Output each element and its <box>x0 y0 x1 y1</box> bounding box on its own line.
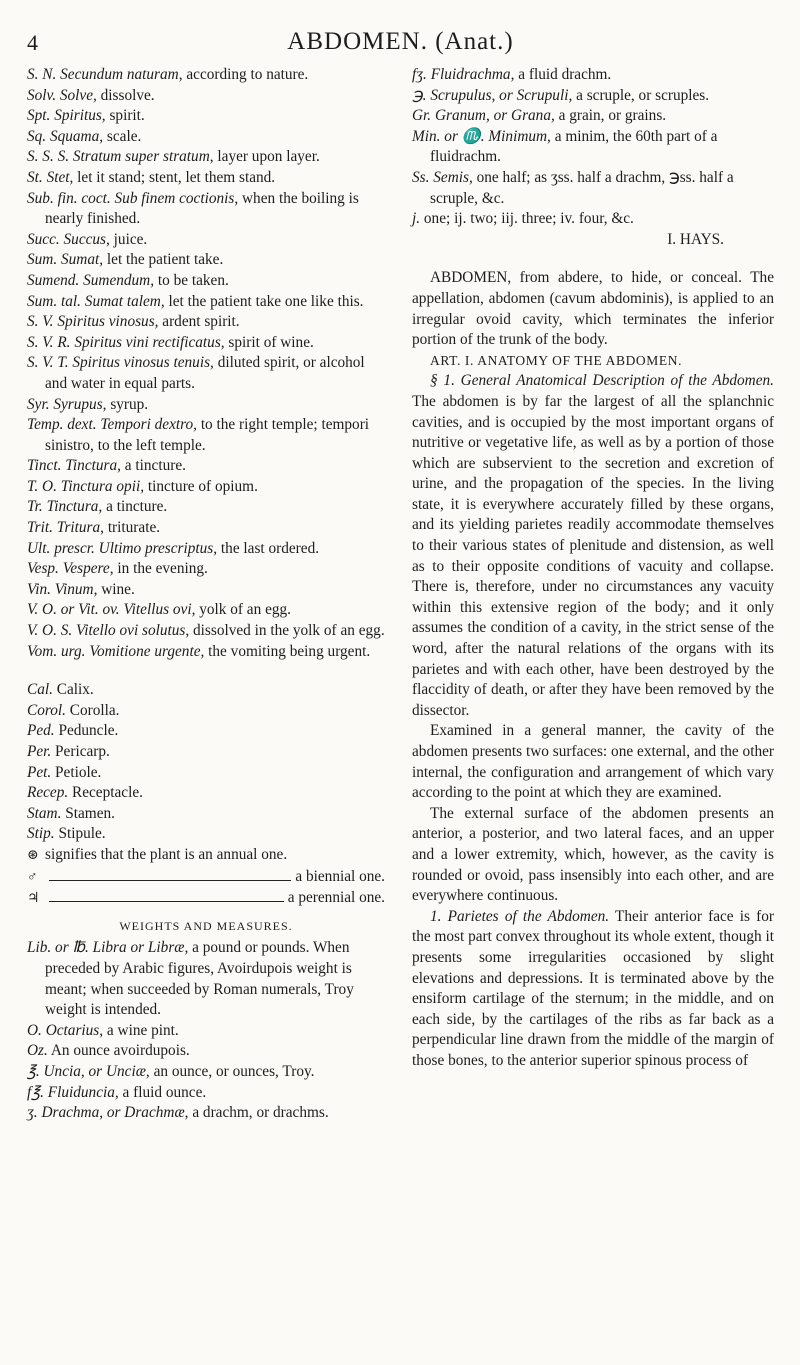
abbreviation-entry <box>27 701 385 722</box>
entry-abbr: S. N. <box>27 66 57 83</box>
abbreviation-entry <box>412 106 774 127</box>
entry-term: Tinctura, <box>65 457 121 475</box>
entry-term: Sumat, <box>61 251 104 269</box>
entry-abbr: Stam. <box>27 804 62 822</box>
entry-meaning: Stipule. <box>58 825 106 843</box>
abbreviation-entry <box>27 938 385 1020</box>
entry-meaning: tincture of opium. <box>147 477 258 495</box>
abbreviation-entry <box>27 353 385 394</box>
abbreviation-entry <box>27 642 385 663</box>
entry-abbr: Pet. <box>27 763 52 781</box>
entry-term: Vomitione urgente, <box>89 642 205 660</box>
abbreviation-entry <box>27 804 385 825</box>
abbreviation-entry <box>27 292 385 313</box>
symbol-entry <box>27 867 385 889</box>
entry-abbr: Sq. <box>27 127 47 145</box>
running-title: ABDOMEN. (Anat.) <box>287 28 514 55</box>
entry-abbr: Sum. tal. <box>27 292 81 310</box>
text-columns <box>27 65 774 1124</box>
entry-meaning: yolk of an egg. <box>199 601 291 619</box>
abbreviation-entry <box>27 1103 385 1124</box>
entry-meaning: dissolve. <box>100 86 155 104</box>
entry-meaning: Corolla. <box>69 701 120 719</box>
abbreviation-entry <box>27 477 385 498</box>
section-one <box>412 371 774 721</box>
abbreviation-entry <box>412 65 774 86</box>
entry-abbr: S. V. T. <box>27 354 69 372</box>
abbreviation-entry <box>27 783 385 804</box>
entry-meaning: spirit of wine. <box>228 333 314 351</box>
entry-term: Squama, <box>49 127 104 145</box>
entry-abbr: Cal. <box>27 681 53 699</box>
symbol-glyph: ♃ <box>27 891 40 907</box>
entry-abbr: Tinct. <box>27 457 62 475</box>
section-text: The abdomen is by far the largest of all the splanchnic cavities, and is occupied by the most important organs of nutritive or vegetative life, as well as by a portion of those which are subservient to the secretion and excretion of urine, and the propagation of the species. In the living state, it is everywhere accurately filled by these organs, and its yielding parietes readily accommodate themselves to their various states of plenitude and distension, as well as to their opposite conditions of vacuity and collapse. There is, therefore, under no circumstances any vacuity within this extensive region of the body; and it only assumes the condition of a cavity, in the strict sense of the word, after the natural relations of the organs with its parietes and with each other, have been destroyed by the flaccidity of death, or after they have been removed by the dissector. <box>412 392 774 719</box>
abbreviation-entry <box>27 621 385 642</box>
symbol-glyph: ⊛ <box>27 847 39 863</box>
entry-term: Vitellus ovi, <box>123 601 196 619</box>
entry-abbr: Syr. <box>27 395 50 413</box>
entry-abbr: j. <box>412 210 421 228</box>
entry-abbr: O. <box>27 1021 42 1039</box>
entry-abbr: f℥. <box>27 1083 44 1101</box>
symbol-text: a perennial one. <box>287 889 385 907</box>
entry-abbr: Sub. fin. coct. <box>27 189 111 207</box>
entry-term: Spiritus, <box>54 107 106 125</box>
left-column <box>27 65 385 1124</box>
symbol-text: a biennial one. <box>295 867 385 885</box>
entry-abbr: Temp. dext. <box>27 416 97 434</box>
entry-meaning: scale. <box>106 127 142 145</box>
running-header <box>27 8 774 55</box>
entry-abbr: Spt. <box>27 107 51 125</box>
entry-meaning: one; ij. two; iij. three; iv. four, &c. <box>423 210 634 228</box>
entry-meaning: An ounce avoirdupois. <box>50 1042 190 1060</box>
entry-term: Vinum, <box>54 580 98 598</box>
abbreviation-entry <box>27 333 385 354</box>
entry-abbr: S. V. R. <box>27 333 71 351</box>
entry-abbr: Per. <box>27 743 52 760</box>
paragraph-parietes <box>412 907 774 1072</box>
paragraph-surfaces: Examined in a general manner, the cavity of the abdomen presents two surfaces: one external, and the other internal, the configuration and arrangement of which vary according to the point at which they are examined. <box>412 722 774 802</box>
entry-meaning: layer upon layer. <box>217 148 320 166</box>
entry-abbr: Gr. <box>412 107 432 125</box>
entry-meaning: a drachm, or drachms. <box>192 1104 329 1122</box>
entry-abbr: ℈. <box>412 86 427 104</box>
entry-meaning: Petiole. <box>55 763 102 781</box>
entry-term: Secundum naturam, <box>60 66 183 83</box>
entry-meaning: Stamen. <box>65 804 115 822</box>
symbol-entry <box>27 845 385 867</box>
entry-abbr: Sum. <box>27 251 58 269</box>
parietes-text: Their anterior face is for the most part convex throughout its whole extent, though it presents some irregularities occasioned by slight elevations and depressions. It is terminated above by the ensiform cartilage of the sternum; in the middle, and on each side, by the cartilages of the ribs as far back as a perpendicular line drawn from the middle of the margin of those bones, to the anterior superior spinous process of <box>412 907 774 1069</box>
paragraph-external-surface: The external surface of the abdomen presents an anterior, a posterior, and two lateral faces, and an upper and a lower extremity, which, however, as the cavity is rounded or ovoid, pass insensibly into each other, and are everywhere continuous. <box>412 804 774 905</box>
abbreviation-entry <box>412 127 774 168</box>
symbol-glyph: ♂ <box>27 869 38 885</box>
entry-term: Octarius, <box>45 1021 104 1039</box>
entry-abbr: fʒ. <box>412 66 427 83</box>
entry-meaning: diluted spirit, or alcohol and water in equal parts. <box>45 354 365 392</box>
entry-meaning: juice. <box>113 230 148 248</box>
abbreviation-entry <box>27 168 385 189</box>
entry-abbr: Oz. <box>27 1042 48 1060</box>
entry-term: Vespere, <box>62 560 114 578</box>
entry-meaning: to be taken. <box>157 271 229 289</box>
entry-term: Vitello ovi solutus, <box>76 622 190 640</box>
entry-meaning: when the boiling is nearly finished. <box>45 189 359 228</box>
abbreviation-entry <box>27 395 385 416</box>
entry-term: Uncia, or Unciæ, <box>43 1062 150 1080</box>
abbreviation-entry <box>412 168 774 209</box>
entry-meaning: a tincture. <box>106 498 168 516</box>
symbol-entry <box>27 888 385 910</box>
abbreviation-entry <box>27 271 385 292</box>
abdomen-intro: ABDOMEN, from abdere, to hide, or conceal. The appellation, abdomen (cavum abdominis), is applied to an irregular ovoid cavity, which terminates the inferior portion of the trunk of the body. <box>412 269 774 349</box>
entry-meaning: an ounce, or ounces, Troy. <box>153 1062 315 1080</box>
entry-meaning: ardent spirit. <box>162 313 240 331</box>
abbreviation-entry <box>27 456 385 477</box>
abbreviation-entry <box>27 415 385 456</box>
entry-abbr: Vom. urg. <box>27 642 86 660</box>
entry-term: Tinctura opii, <box>60 477 145 495</box>
entry-abbr: Tr. <box>27 498 43 516</box>
entry-meaning: triturate. <box>107 519 161 537</box>
entry-term: Minimum, <box>488 127 551 145</box>
abbreviation-entry <box>27 824 385 845</box>
entry-meaning: Receptacle. <box>72 784 143 802</box>
entry-abbr: Trit. <box>27 519 53 537</box>
abbreviation-entry <box>27 559 385 580</box>
entry-term: Sumendum, <box>83 271 155 289</box>
entry-abbr: Lib. or ℔. <box>27 939 89 957</box>
page-number: 4 <box>27 30 38 55</box>
entry-term: Spiritus vini rectificatus, <box>74 333 225 351</box>
abbreviation-entry <box>27 763 385 784</box>
abbreviation-entry <box>27 106 385 127</box>
entry-term: Spiritus vinosus tenuis, <box>72 354 214 372</box>
entry-abbr: V. O. S. <box>27 622 73 640</box>
article-heading: ART. I. ANATOMY OF THE ABDOMEN. <box>430 352 683 368</box>
abbreviation-entry <box>27 539 385 560</box>
entry-meaning: a fluid ounce. <box>122 1083 207 1101</box>
entry-meaning: a minim, the 60th part of a fluidrachm. <box>430 127 718 166</box>
entry-term: Fluidrachma, <box>430 66 515 83</box>
entry-meaning: the last ordered. <box>220 539 320 557</box>
entry-meaning: one half; as ʒss. half a drachm, ℈ss. half a scruple, &c. <box>430 168 734 207</box>
entry-term: Semis, <box>433 168 473 186</box>
entry-term: Stet, <box>46 168 74 186</box>
entry-term: Tempori dextro, <box>100 416 197 434</box>
entry-meaning: a fluid drachm. <box>518 66 612 83</box>
author-signature: I. HAYS. <box>667 230 724 248</box>
abbreviation-entry <box>27 1021 385 1042</box>
entry-term: Solve, <box>59 86 97 104</box>
entry-meaning: a tincture. <box>124 457 186 475</box>
abbreviation-entry <box>27 518 385 539</box>
entry-term: Granum, or Grana, <box>434 107 555 125</box>
abbreviation-entry <box>27 250 385 271</box>
entry-abbr: Recep. <box>27 784 69 802</box>
ditto-rule <box>49 900 284 902</box>
entry-term: Scrupulus, or Scrupuli, <box>430 86 573 104</box>
entry-term: Libra or Libræ, <box>92 939 189 957</box>
entry-meaning: Pericarp. <box>55 743 110 760</box>
entry-term: Tinctura, <box>46 498 103 516</box>
entry-term: Ultimo prescriptus, <box>98 539 218 557</box>
entry-meaning: let the patient take one like this. <box>168 292 364 310</box>
entry-abbr: V. O. or Vit. ov. <box>27 601 120 619</box>
abbreviation-entry <box>27 721 385 742</box>
abbreviation-entry <box>27 600 385 621</box>
entry-abbr: Ult. prescr. <box>27 539 95 557</box>
entry-meaning: a pound or pounds. When preceded by Arabic figures, Avoirdupois weight is meant; when succeeded by Roman numerals, Troy weight is intended. <box>45 939 354 1019</box>
abbreviation-entry <box>27 86 385 107</box>
abbreviation-entry <box>412 86 774 107</box>
entry-abbr: Ss. <box>412 168 430 186</box>
entry-abbr: Succ. <box>27 230 60 248</box>
entry-meaning: according to nature. <box>186 66 309 83</box>
symbol-text: signifies that the plant is an annual one. <box>45 845 288 863</box>
ditto-rule <box>49 879 291 881</box>
abbreviation-entry <box>27 65 385 86</box>
abbreviation-entry <box>27 230 385 251</box>
parietes-heading: 1. Parietes of the Abdomen. <box>430 907 610 925</box>
abbreviation-entry <box>27 742 385 763</box>
entry-meaning: syrup. <box>110 395 149 413</box>
entry-meaning: a wine pint. <box>106 1021 179 1039</box>
entry-term: Tritura, <box>56 519 104 537</box>
entry-term: Sub finem coctionis, <box>114 189 239 207</box>
entry-abbr: Vesp. <box>27 560 59 578</box>
abbreviation-entry <box>27 1041 385 1062</box>
abbreviation-entry <box>27 497 385 518</box>
entry-abbr: S. S. S. <box>27 148 70 166</box>
entry-meaning: Calix. <box>56 681 94 699</box>
entry-abbr: Solv. <box>27 86 57 104</box>
entry-meaning: Peduncle. <box>58 722 119 740</box>
abbreviation-entry <box>27 1083 385 1104</box>
entry-term: Drachma, or Drachmæ, <box>41 1104 189 1122</box>
entry-abbr: Ped. <box>27 722 55 740</box>
weights-heading: WEIGHTS AND MEASURES. <box>119 918 293 933</box>
entry-term: Fluiduncia, <box>47 1083 119 1101</box>
entry-term: Stratum super stratum, <box>72 148 214 166</box>
entry-abbr: S. V. <box>27 313 54 331</box>
entry-meaning: in the evening. <box>117 560 208 578</box>
right-column <box>412 65 774 1124</box>
entry-abbr: Stip. <box>27 825 55 843</box>
weights-continued <box>412 65 774 230</box>
entry-meaning: a scruple, or scruples. <box>576 86 710 104</box>
entry-meaning: to the right temple; tempori sinistro, to the left temple. <box>45 416 370 454</box>
abbreviation-entry <box>27 580 385 601</box>
entry-meaning: let it stand; stent, let them stand. <box>77 168 276 186</box>
entry-meaning: spirit. <box>109 107 145 125</box>
entry-meaning: let the patient take. <box>106 251 224 269</box>
abbreviation-entry <box>27 147 385 168</box>
entry-abbr: Vin. <box>27 580 51 598</box>
entry-term: Syrupus, <box>53 395 107 413</box>
abbreviation-entry <box>27 312 385 333</box>
entry-meaning: a grain, or grains. <box>558 107 667 125</box>
abbreviation-entry <box>27 1062 385 1083</box>
entry-term: Succus, <box>63 230 110 248</box>
entry-meaning: the vomiting being urgent. <box>208 642 371 660</box>
entry-abbr: T. O. <box>27 477 57 495</box>
entry-abbr: St. <box>27 168 43 186</box>
entry-abbr: Corol. <box>27 701 66 719</box>
abbreviation-entry <box>27 127 385 148</box>
section-heading: § 1. General Anatomical Description of the Abdomen. <box>430 372 774 390</box>
entry-abbr: Sumend. <box>27 271 80 289</box>
entry-meaning: dissolved in the yolk of an egg. <box>193 622 385 640</box>
abbreviation-entry <box>27 680 385 701</box>
abbreviation-entry <box>27 189 385 230</box>
spacer <box>27 662 385 680</box>
entry-abbr: ℥. <box>27 1062 40 1080</box>
entry-meaning: wine. <box>101 580 135 598</box>
entry-term: Sumat talem, <box>84 292 165 310</box>
entry-abbr: ʒ. <box>27 1104 38 1122</box>
abbreviation-entry <box>412 209 774 230</box>
entry-term: Spiritus vinosus, <box>57 313 159 331</box>
entry-abbr: Min. or ♏. <box>412 127 485 145</box>
